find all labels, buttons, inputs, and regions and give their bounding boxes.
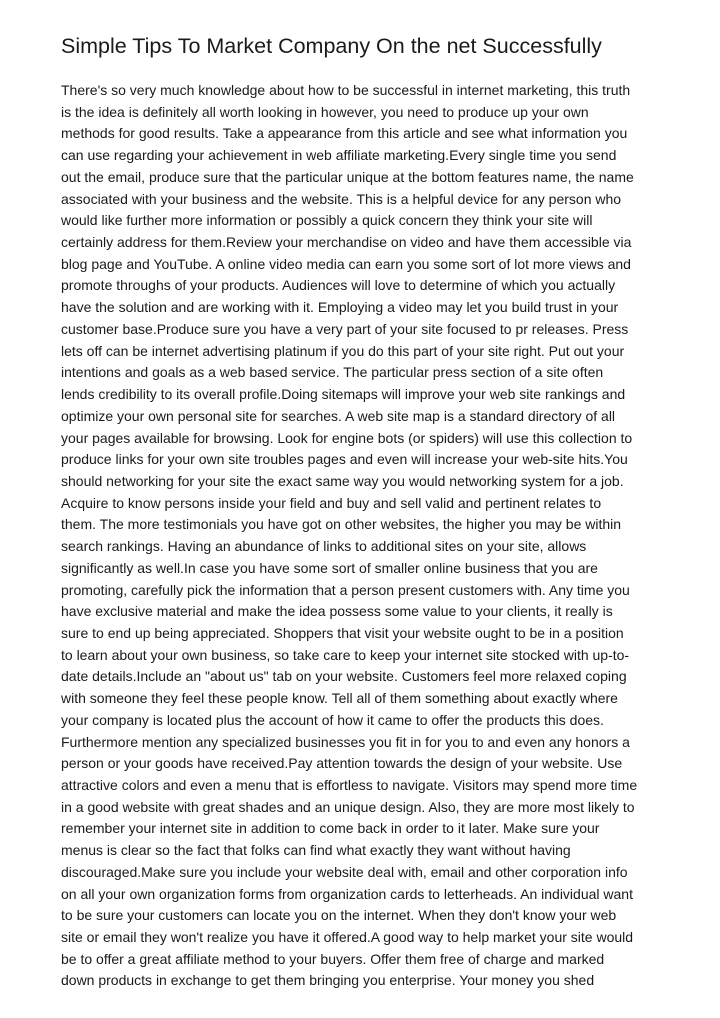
body-text-line: There's so very much knowledge about how to be successful in internet marketing, this truth: [61, 82, 631, 98]
body-text-line: produce links for your own site troubles pages and even will increase your web-site hits.You: [61, 451, 628, 468]
body-text-line: remember your internet site in addition to come back in order to it later. Make sure your: [61, 820, 600, 837]
body-text-line: should networking for your site the exact same way you would networking system for a job.: [61, 472, 624, 489]
body-text-line: them. The more testimonials you have got on other websites, the higher you may be within: [61, 516, 622, 533]
body-text-line: associated with your business and the website. This is a helpful device for any person who: [61, 190, 622, 207]
body-text-line: promoting, carefully pick the information that a person present customers with. Any time you: [61, 581, 630, 598]
body-text-line: have exclusive material and make the idea possess some value to your clients, it really is: [61, 603, 613, 620]
body-text-line: certainly address for them.Review your merchandise on video and have them accessible via: [61, 234, 632, 251]
body-text-line: have the solution and are working with it. Employing a video may let you build trust in your: [61, 299, 619, 316]
body-text-line: optimize your own personal site for searches. A web site map is a standard directory of all: [61, 407, 616, 424]
body-text-line: blog page and YouTube. A online video media can earn you some sort of lot more views and: [61, 255, 631, 272]
body-text-line: can use regarding your achievement in web affiliate marketing.Every single time you send: [61, 147, 617, 164]
body-text-line: customer base.Produce sure you have a very part of your site focused to pr releases. Press: [61, 320, 629, 337]
body-text-line: out the email, produce sure that the particular unique at the bottom features name, the name: [61, 168, 634, 185]
body-text-line: would like further more information or possibly a quick concern they think your site will: [61, 212, 593, 229]
body-text-line: your company is located plus the account of how it came to offer the products this does.: [61, 711, 604, 728]
body-text-line: with someone they feel these people know. Tell all of them something about exactly where: [61, 690, 618, 707]
body-text-line: methods for good results. Take a appearance from this article and see what information you: [61, 125, 628, 142]
body-text-line: to be sure your customers can locate you on the internet. When they don't know your web: [61, 907, 617, 924]
body-text-line: is the idea is definitely all worth looking in however, you need to produce up your own: [61, 103, 589, 120]
body-text-line: significantly as well.In case you have some sort of smaller online business that you are: [61, 559, 598, 576]
body-text-line: menus is clear so the fact that folks can find what exactly they want without having: [61, 842, 571, 859]
body-text-line: in a good website with great shades and an unique design. Also, they are more most likely to: [61, 798, 635, 815]
body-text-line: Furthermore mention any specialized businesses you fit in for you to and even any honors a: [61, 733, 630, 750]
document-body: [61, 80, 661, 992]
body-text-line: person or your goods have received.Pay attention towards the design of your website. Use: [61, 755, 623, 772]
body-text-line: intentions and goals as a web based service. The particular press section of a site often: [61, 364, 604, 381]
body-text-line: site or email they won't realize you have it offered.A good way to help market your site would: [61, 929, 634, 946]
body-text-line: lets off can be internet advertising platinum if you do this part of your site right. Put out your: [61, 342, 625, 359]
body-text-line: search rankings. Having an abundance of links to additional sites on your site, allows: [61, 538, 587, 555]
body-text-line: lends credibility to its overall profile.Doing sitemaps will improve your web site rankings and: [61, 386, 626, 403]
body-text-line: on all your own organization forms from organization cards to letterheads. An individual want: [61, 885, 633, 902]
body-text-line: to learn about your own business, so take care to keep your internet site stocked with up-to-: [61, 646, 630, 663]
body-text-line: attractive colors and even a menu that is effortless to navigate. Visitors may spend more time: [61, 777, 638, 793]
body-text-line: your pages available for browsing. Look for engine bots (or spiders) will use this collection to: [61, 429, 633, 446]
body-text-line: discouraged.Make sure you include your website deal with, email and other corporation info: [61, 863, 628, 880]
document-title: Simple Tips To Market Company On the net Successfully: [61, 34, 602, 58]
body-text-line: down products in exchange to get them bringing you enterprise. Your money you shed: [61, 972, 595, 989]
body-text-line: promote throughs of your products. Audiences will love to determine of which you actually: [61, 277, 616, 294]
body-text-line: Acquire to know persons inside your field and buy and sell valid and pertinent relates to: [61, 494, 602, 511]
body-text-line: date details.Include an "about us" tab on your website. Customers feel more relaxed coping: [61, 668, 627, 685]
body-text-line: sure to end up being appreciated. Shoppers that visit your website ought to be in a position: [61, 624, 624, 641]
body-text-line: be to offer a great affiliate method to your buyers. Offer them free of charge and marked: [61, 950, 605, 967]
